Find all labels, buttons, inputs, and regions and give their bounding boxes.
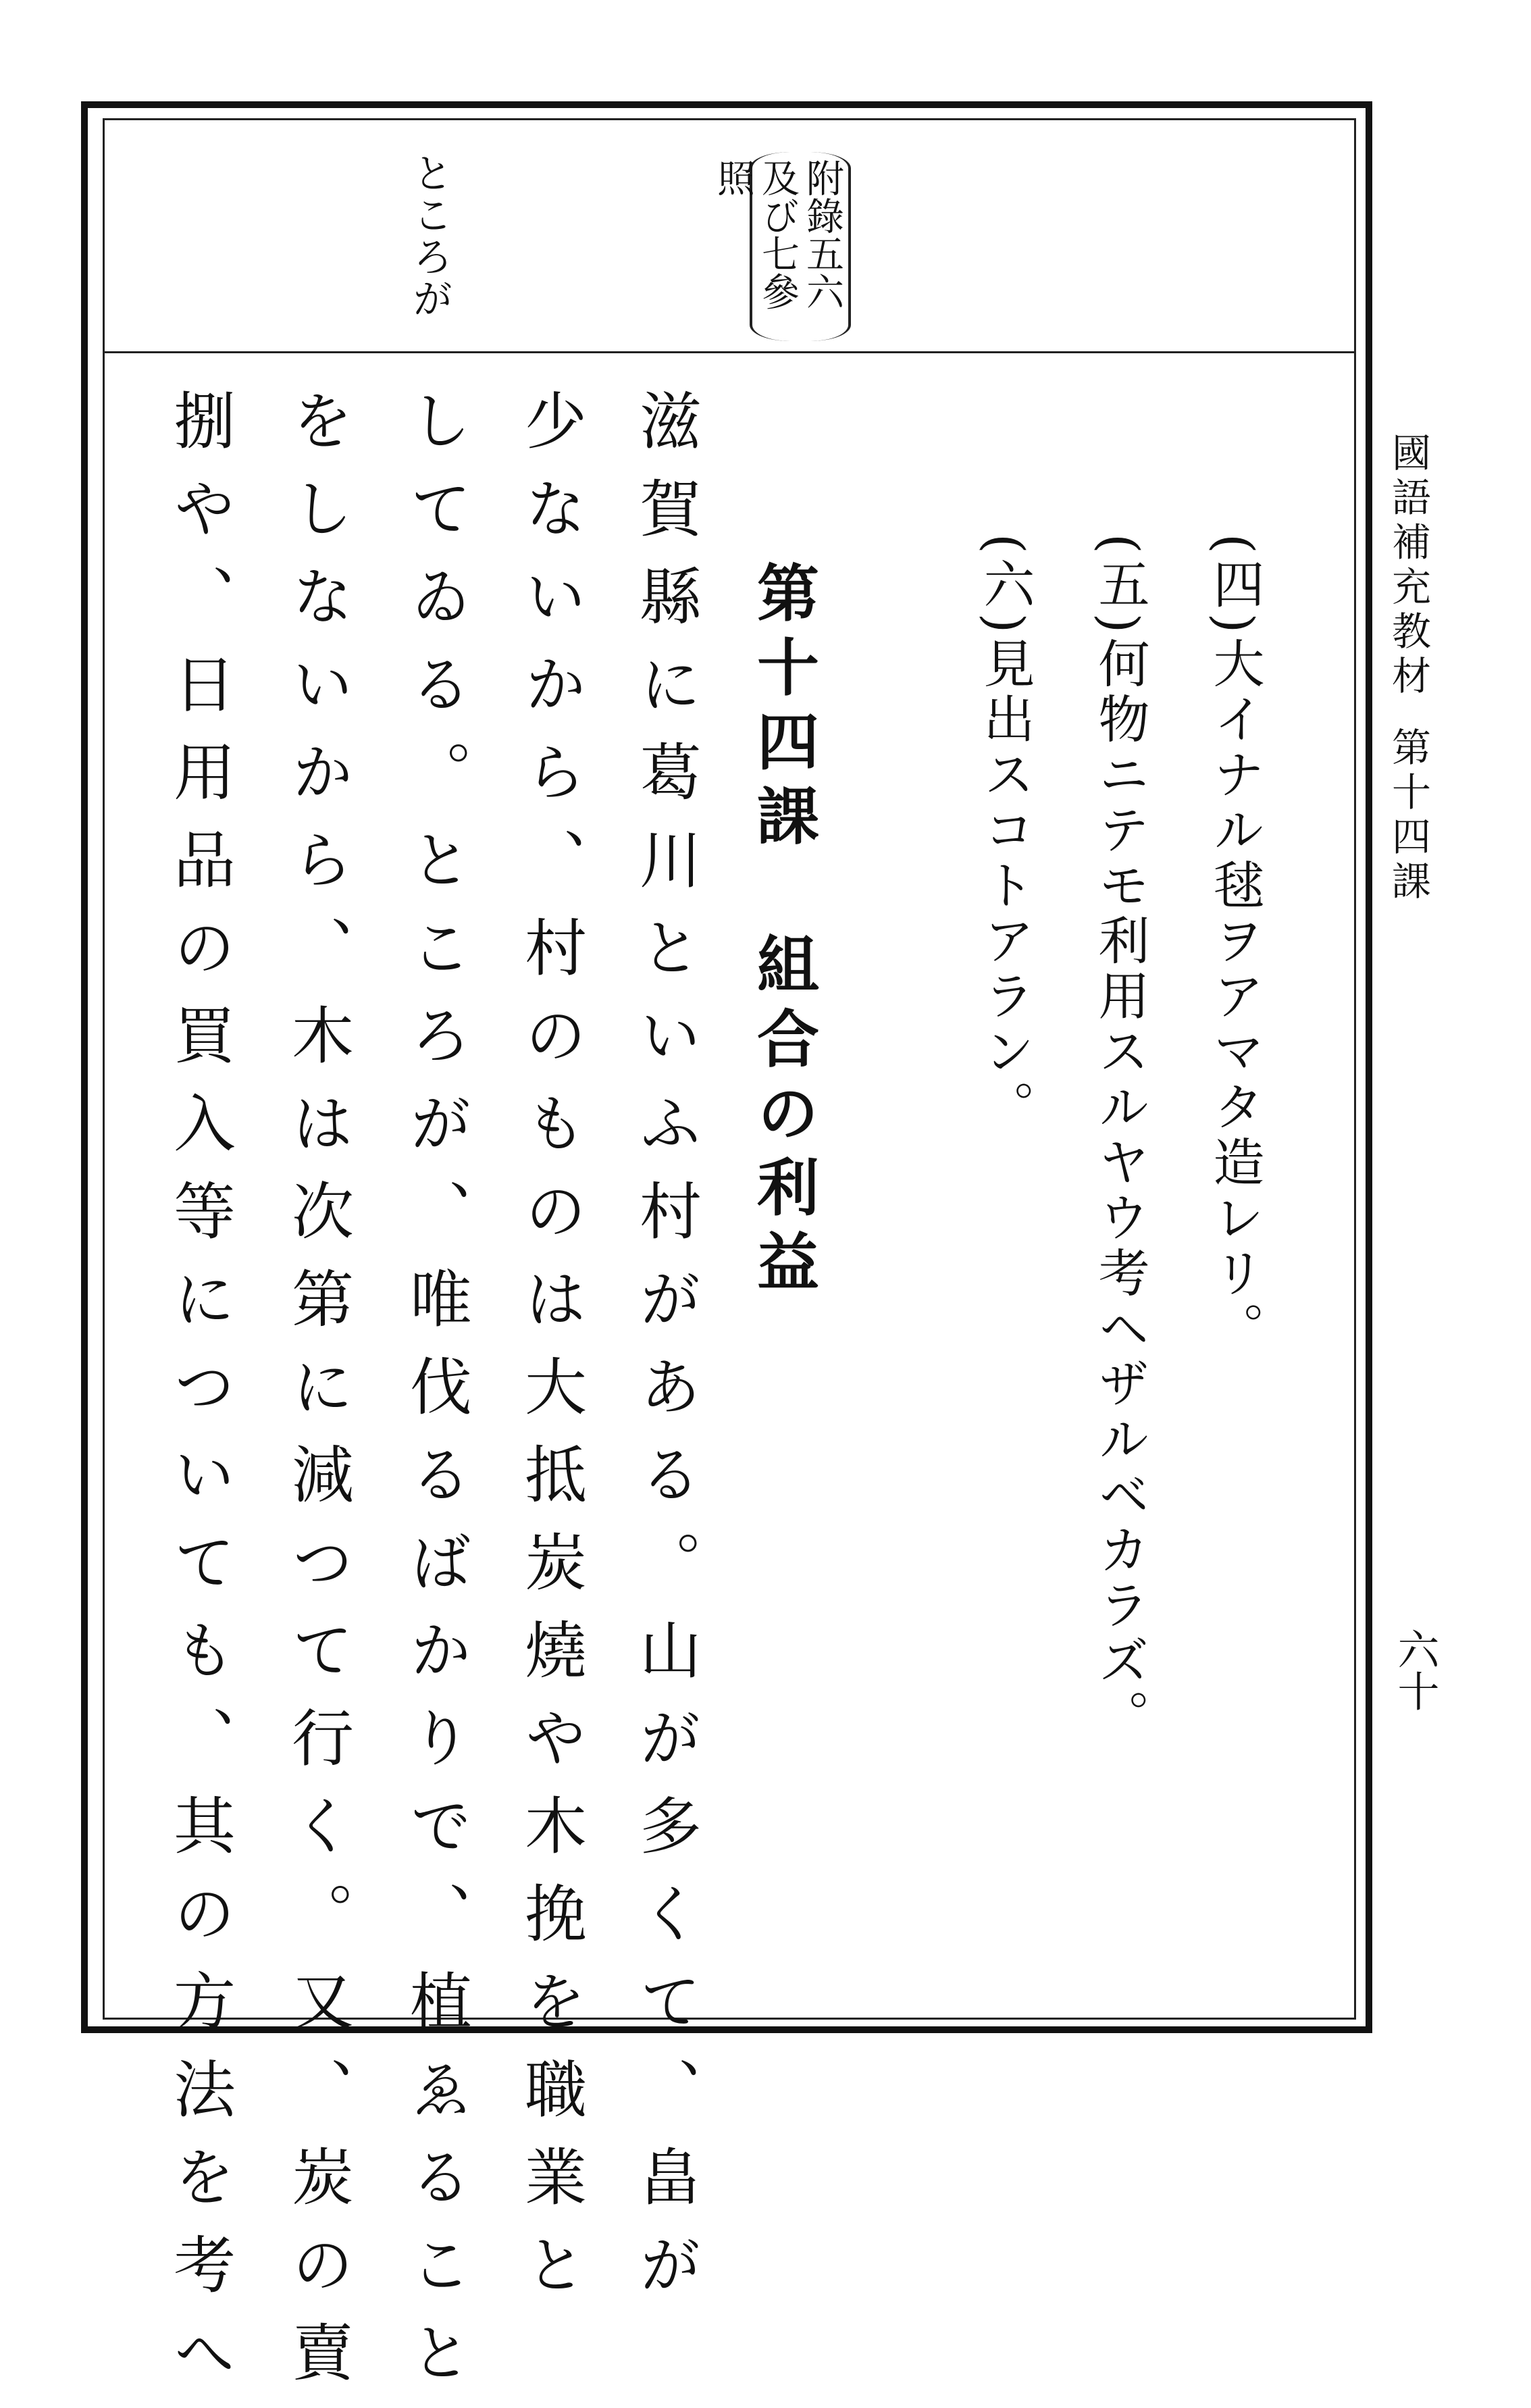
exercise-item (1205, 534, 1264, 1357)
exercise-text: 何物ニテモ利用スルヤウ考ヘザルベカラズ。 (1090, 637, 1150, 1745)
exercise-item (976, 534, 1034, 1135)
lesson-title: 組合の利益 (747, 932, 820, 1304)
running-header (1384, 432, 1432, 905)
exercise-number: (五) (1090, 534, 1150, 638)
appendix-reference-text: 附錄五六及び七參照 (711, 159, 844, 310)
body-line: 滋賀縣に葛川といふ村がある。山が多くて、畠が (629, 388, 702, 2320)
lesson-number: 第十四課 (747, 561, 820, 858)
exercise-text: 大イナル毬ヲアマタ造レリ。 (1205, 637, 1265, 1358)
header-gloss: ところが (406, 152, 453, 319)
exercise-number: (六) (975, 534, 1035, 638)
exercise-number: (四) (1205, 534, 1265, 638)
body-line: してゐる。ところが、唯伐るばかりで、植ゑること (400, 388, 472, 2408)
exercise-item (1091, 534, 1149, 1745)
body-line: 捌や、日用品の買入等についても、其の方法を考へ (163, 388, 236, 2408)
running-lesson: 第十四課 (1385, 727, 1431, 905)
appendix-reference (711, 152, 851, 341)
book-title: 國語補充教材 (1385, 432, 1431, 700)
page-number: 六十 (1391, 1628, 1440, 1712)
header-divider (103, 351, 1356, 353)
lesson-heading (747, 561, 820, 1304)
body-line: をしないから、木は次第に減つて行く。又、炭の賣 (282, 388, 354, 2408)
exercise-text: 見出スコトアラン。 (975, 637, 1035, 1136)
body-line: 少ないから、村のものは大抵炭燒や木挽を職業と (515, 388, 587, 2320)
